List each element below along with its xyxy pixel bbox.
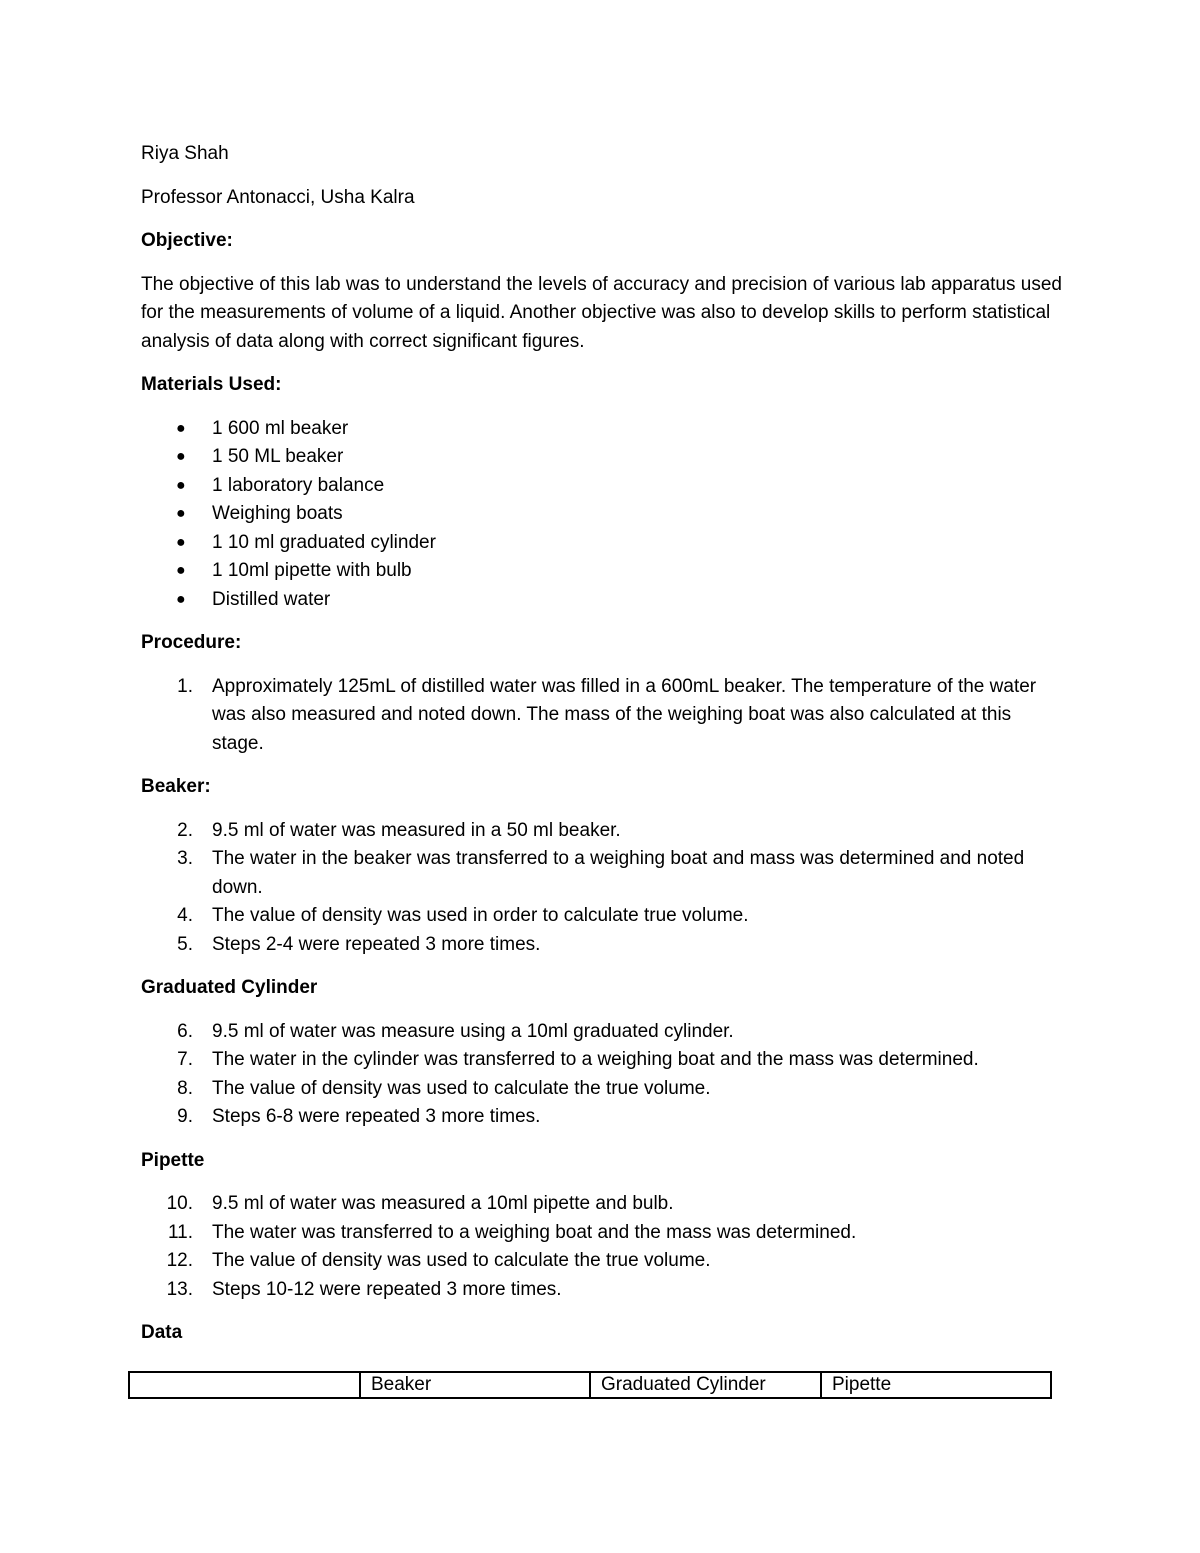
list-item: 9. Steps 6-8 were repeated 3 more times. xyxy=(177,1106,541,1127)
professor-names: Professor Antonacci, Usha Kalra xyxy=(141,186,415,208)
objective-text: The objective of this lab was to understand the levels of accuracy and precision of various lab apparatus used for the measurements of volume of a liquid. Another objective was also to develop skills to perform statistical analysis of data along with correct significant figures. xyxy=(141,273,1062,352)
table-header-cell xyxy=(129,1372,360,1398)
list-item: 2. 9.5 ml of water was measured in a 50 ml beaker. xyxy=(177,819,621,841)
list-item: 11. The water was transferred to a weighing boat and the mass was determined. xyxy=(167,1221,857,1243)
list-item: ● 1 50 ML beaker xyxy=(141,443,1066,472)
list-item: ● 1 10ml pipette with bulb xyxy=(141,557,1066,586)
bullet-icon: ● xyxy=(176,476,186,494)
list-item: ● Distilled water xyxy=(141,586,1066,615)
table-header-cell: Graduated Cylinder xyxy=(590,1372,821,1398)
list-item: 12. The value of density was used to calculate the true volume. xyxy=(166,1250,711,1271)
graduated-cylinder-heading: Graduated Cylinder xyxy=(141,977,318,998)
bullet-icon: ● xyxy=(176,562,186,579)
pipette-heading: Pipette xyxy=(141,1149,205,1171)
table-row xyxy=(129,1372,1051,1398)
bullet-icon: ● xyxy=(176,590,186,608)
list-item: 7. The water in the cylinder was transferred to a weighing boat and the mass was determined. xyxy=(177,1049,979,1070)
author-name: Riya Shah xyxy=(141,143,229,164)
data-table xyxy=(128,1371,1052,1399)
beaker-steps xyxy=(141,817,1066,960)
bullet-icon: ● xyxy=(176,533,186,551)
graduated-cylinder-steps xyxy=(141,1018,1066,1132)
list-item: 1. Approximately 125mL of distilled water was filled in a 600mL beaker. The temperature of the water was also measured and noted down. The mass of the weighing boat was also calculated at this stage. xyxy=(177,675,1037,754)
procedure-steps xyxy=(141,673,1066,759)
bullet-icon: ● xyxy=(176,448,186,465)
data-table-wrapper xyxy=(128,1371,1052,1399)
list-item: 8. The value of density was used to calculate the true volume. xyxy=(177,1077,711,1099)
list-item: 3. The water in the beaker was transferred to a weighing boat and mass was determined and noted down. xyxy=(177,848,1025,898)
list-item: 13. Steps 10-12 were repeated 3 more times. xyxy=(166,1278,562,1300)
list-item: ● 1 10 ml graduated cylinder xyxy=(141,529,1066,558)
list-item: 10. 9.5 ml of water was measured a 10ml pipette and bulb. xyxy=(166,1193,674,1214)
beaker-heading: Beaker: xyxy=(141,776,211,797)
list-item: ● 1 600 ml beaker xyxy=(141,415,1066,444)
bullet-icon: ● xyxy=(176,505,186,522)
list-item: ● Weighing boats xyxy=(141,500,1066,529)
objective-heading: Objective: xyxy=(141,230,233,251)
materials-heading: Materials Used: xyxy=(141,374,282,395)
list-item: 4. The value of density was used in order to calculate true volume. xyxy=(177,905,749,926)
table-header-cell: Pipette xyxy=(821,1372,1051,1398)
list-item: 5. Steps 2-4 were repeated 3 more times. xyxy=(177,933,541,955)
document-page xyxy=(141,140,1066,1363)
data-heading: Data xyxy=(141,1322,183,1343)
materials-list xyxy=(141,415,1066,615)
list-item: ● 1 laboratory balance xyxy=(141,472,1066,501)
pipette-steps xyxy=(141,1190,1066,1304)
bullet-icon: ● xyxy=(176,419,186,437)
table-header-cell: Beaker xyxy=(360,1372,590,1398)
list-item: 6. 9.5 ml of water was measure using a 10ml graduated cylinder. xyxy=(177,1020,734,1042)
procedure-heading: Procedure: xyxy=(141,632,242,653)
